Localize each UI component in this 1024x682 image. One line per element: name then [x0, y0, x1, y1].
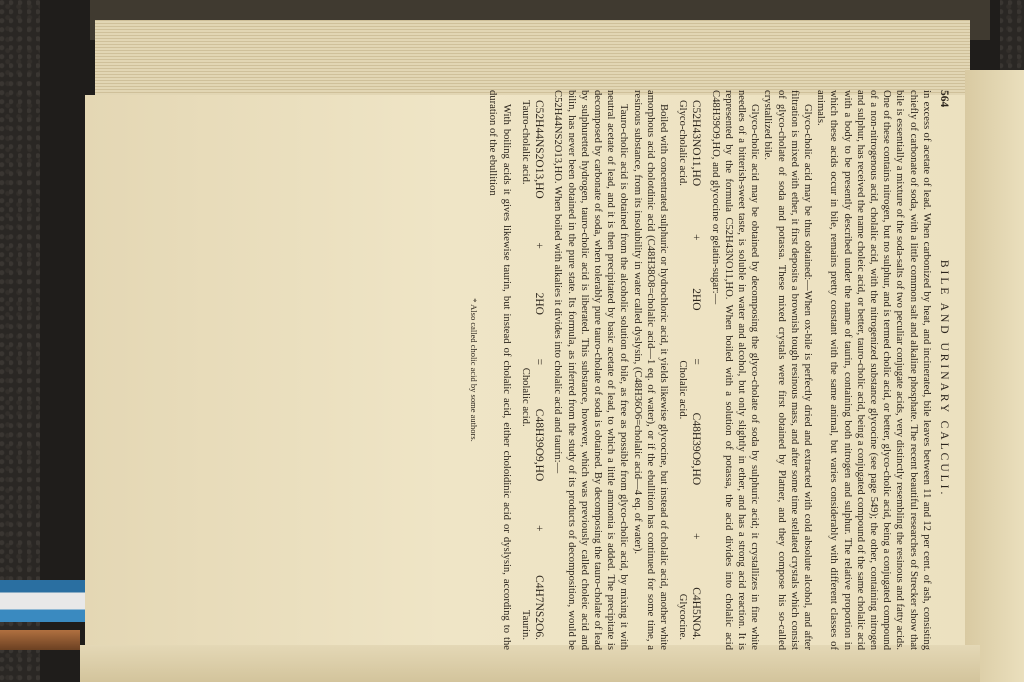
- paragraph: Tauro-cholic acid is obtained from the alcoholic solution of bile, as free as possible from glyco-cholic acid, by mixing it with neutral acetate of lead, and it is then precipitated by basic acetate of lead, to which a little ammonia is added. The precipitate is decomposed by carbonate of soda, when tolerably pure tauro-cholate of soda is obtained. By decomposing the tauro-cholate of lead by sulphuretted hydrogen, tauro-cholic acid is liberated. This substance, however, which was previously called choleic acid and bilin, has never been obtained in the pure state. Its formula, as inferred from the study of its products of decomposition, would be C52H44NS2O13,HO. When boiled with alkalies it divides into cholalic acid and taurin:—: [552, 90, 630, 650]
- eq-label: Taurin.: [519, 609, 531, 640]
- running-header: [937, 90, 950, 650]
- equation-glyco-labels: [676, 100, 689, 640]
- lower-page-edge: [80, 645, 980, 682]
- running-title: BILE AND URINARY CALCULI.: [938, 259, 950, 498]
- eq-label: Glyco-cholalic acid.: [677, 100, 689, 186]
- paragraph: Boiled with concentrated sulphuric or hydrochloric acid, it yields likewise glycocine, but instead of cholalic acid, another white amorphous acid cholotdinic acid (C48H38O8=cholalic acid—1 eq. of water), or if the ebullition has continued for some time, a resinous substance, from its insolubility in water called dyslysin, (C48H36O6=cholalic acid—4 eq. of water).: [631, 90, 669, 650]
- eq-term: C48H39O9,HO: [533, 408, 546, 482]
- eq-term: C52H44NS2O13,HO: [533, 100, 546, 199]
- equation-glyco: [689, 100, 702, 640]
- page-number: 564: [938, 90, 950, 108]
- paragraph: Glyco-cholic acid may be obtained by decomposing the glyco-cholate of soda by sulphuric acid; it crystallizes in fine white needles of a bitterish-sweet taste, is soluble in water and alcohol, but only slightly in ether, and has a strong acid reaction. It is represented by the formula C52H43NO11,HO. When boiled with a solution of potassa, the acid divides into cholalic acid C48H39O9,HO, and glycocine or gelatin-sugar:—: [709, 90, 761, 650]
- eq-term: =: [533, 358, 546, 366]
- eq-label: Cholalic acid.: [677, 360, 689, 420]
- eq-term: =: [690, 358, 703, 365]
- eq-term: C48H39O9,HO: [690, 412, 703, 486]
- eq-term: +: [690, 233, 703, 241]
- eq-term: 2HO: [533, 292, 546, 315]
- pen-object: [0, 580, 85, 622]
- page-edges: [95, 20, 970, 95]
- equation-tauro: [532, 100, 545, 640]
- equation-tauro-labels: [519, 100, 532, 640]
- facing-page-edge: [965, 70, 1024, 682]
- paragraph: in excess of acetate of lead. When carbonized by heat, and incinerated, bile leaves between 11 and 12 per cent. of ash, consisting chiefly of carbonate of soda, with a little common salt and alkaline phosphate. The recent beautiful researches of Strecker show that bile is essentially a mixture of the soda-salts of two peculiar conjugate acids, very distinctly resembling the resinous and fatty acids. One of these contains nitrogen, but no sulphur, and is termed cholic acid, or better, glyco-cholic acid, being a conjugated compound of a non-nitrogenous acid, cholalic acid, with the nitrogenized substance glycocine (see page 549); the other, containing nitrogen and sulphur, has received the name choleic acid, or better, tauro-cholic acid, being a conjugated compound of the same cholalic acid with a body to be presently described under the name of taurin, containing both nitrogen and sulphur. The relative proportion in which these acids occur in bile, remains pretty constant with the same animal, but varies considerably with different classes of animals.: [815, 90, 932, 650]
- paragraph: Glyco-cholic acid may be thus obtained:—When ox-bile is perfectly dried and extracted with cold absolute alcohol, and after filtration is mixed with ether, it first deposits a brownish tough resinous mass, and after some time stellated crystals which consist of glyco-cholate of soda and potassa. These mixed crystals were first obtained by Platner, and they compose his so-called crystallized bile.: [762, 90, 813, 650]
- pencil-object: [0, 630, 80, 650]
- eq-term: +: [533, 524, 546, 532]
- eq-term: C4H5NO4.: [690, 587, 703, 640]
- eq-term: +: [533, 242, 546, 249]
- page-text: [160, 90, 950, 650]
- footnote: * Also called cholic acid by some authors.: [469, 298, 480, 442]
- paragraph: With boiling acids it gives likewise taurin, but instead of cholalic acid, either choloidinic acid or dyslysin, according to the duration of the ebullition: [487, 90, 512, 650]
- eq-term: +: [690, 532, 703, 540]
- eq-label: Glycocine.: [677, 593, 689, 640]
- eq-term: C52H43NO11,HO: [690, 100, 703, 187]
- eq-term: C4H7NS2O6.: [533, 575, 546, 640]
- eq-label: Tauro-cholalic acid.: [519, 100, 531, 185]
- eq-label: Cholalic acid.: [519, 367, 531, 427]
- eq-term: 2HO: [690, 288, 703, 311]
